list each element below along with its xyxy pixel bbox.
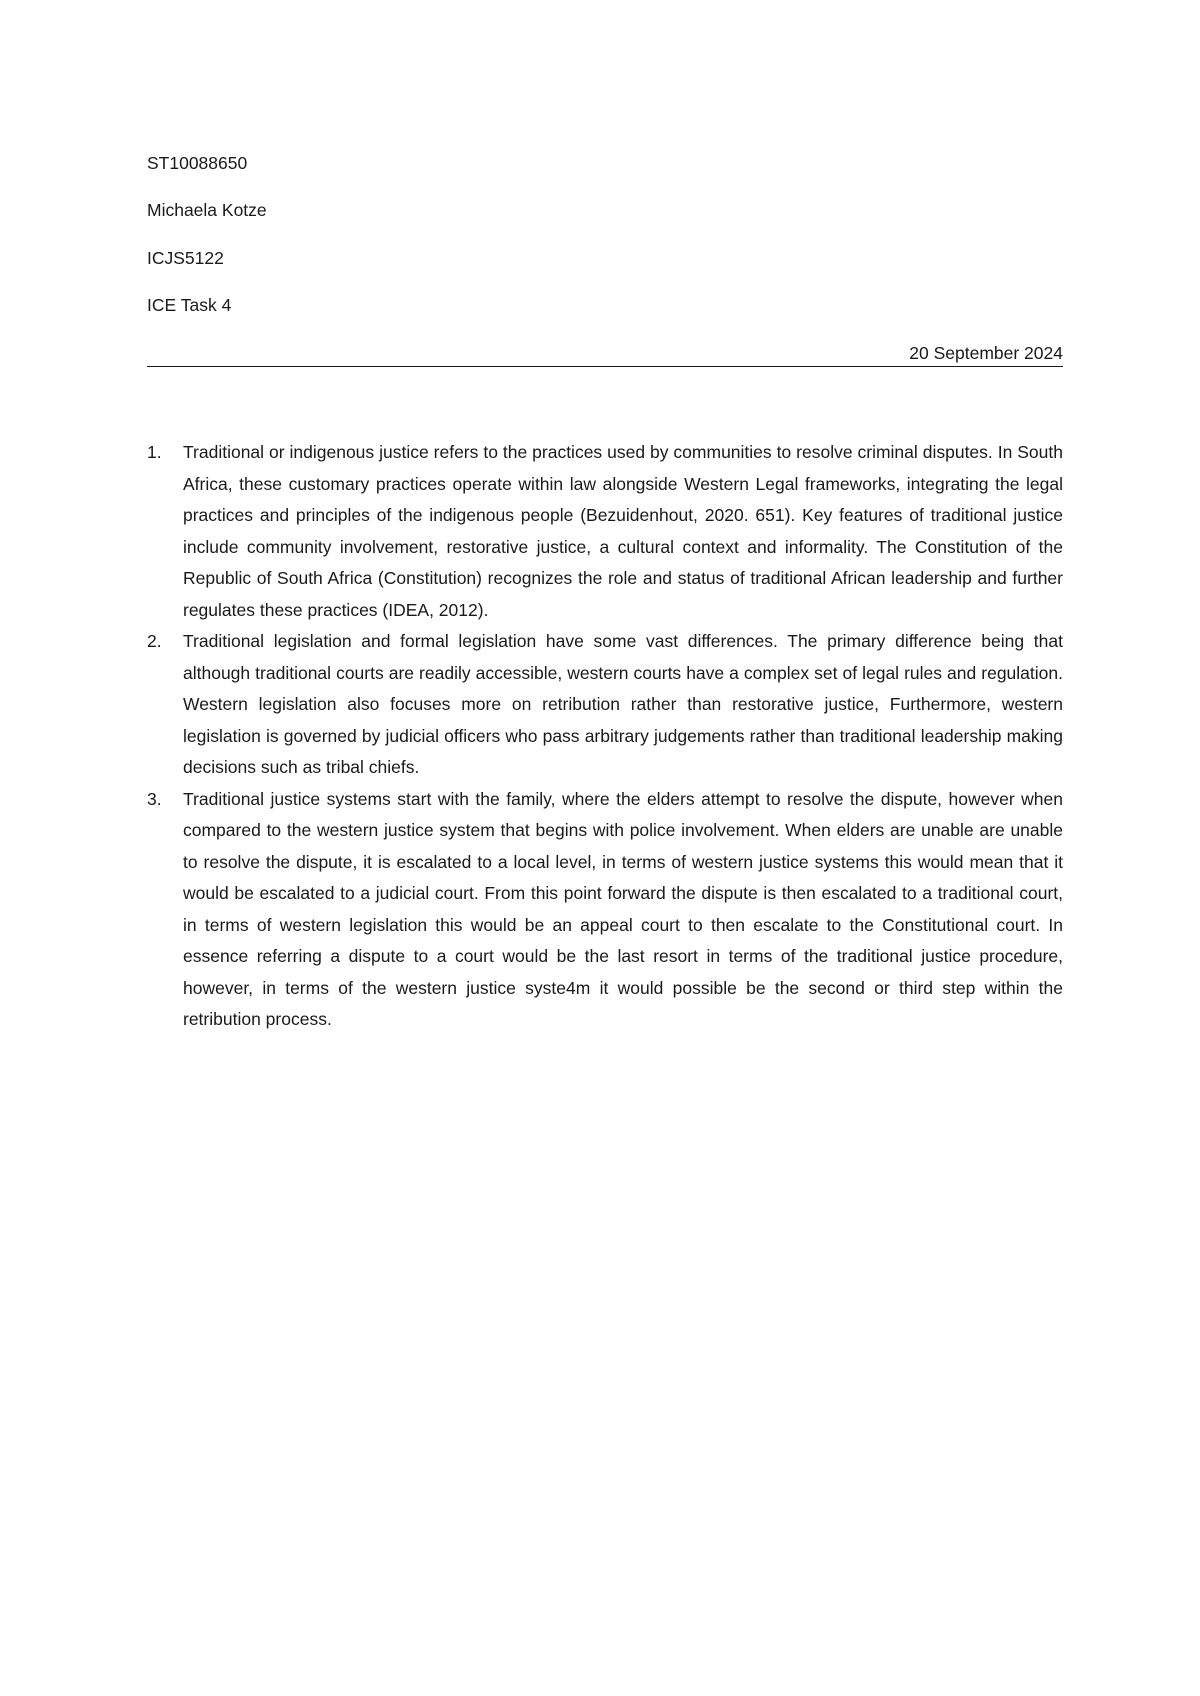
task-title: ICE Task 4 [147,295,232,315]
answer-number: 2. [147,631,162,651]
submission-date: 20 September 2024 [909,343,1063,363]
answer-text: Traditional legislation and formal legislation have some vast differences. The primary difference being that although traditional courts are readily accessible, western courts have a complex set of legal rules and regulation. Western legislation also focuses more on retribution rather than restorative justice, Furthermore, western legislation is governed by judicial officers who pass arbitrary judgements rather than traditional leadership making decisions such as tribal chiefs. [183,631,1063,777]
module-code: ICJS5122 [147,248,224,268]
student-name: Michaela Kotze [147,200,267,220]
answer-item-2 [147,626,1063,784]
answers-list [147,437,1063,1036]
header-divider [147,366,1063,367]
answer-text: Traditional or indigenous justice refers to the practices used by communities to resolve criminal disputes. In South Africa, these customary practices operate within law alongside Western Legal frameworks, integrating the legal practices and principles of the indigenous people (Bezuidenhout, 2020. 651). Key features of traditional justice include community involvement, restorative justice, a cultural context and informality. The Constitution of the Republic of South Africa (Constitution) recognizes the role and status of traditional African leadership and further regulates these practices (IDEA, 2012). [183,442,1063,620]
student-id: ST10088650 [147,153,248,173]
answer-item-3 [147,784,1063,1036]
answer-item-1 [147,437,1063,626]
answer-number: 3. [147,788,162,809]
answer-text: Traditional justice systems start with the family, where the elders attempt to resolve the dispute, however when compared to the western justice system that begins with police involvement. When elders are unable are unable to resolve the dispute, it is escalated to a local level, in terms of western justice systems this would mean that it would be escalated to a judicial court. From this point forward the dispute is then escalated to a traditional court, in terms of western legislation this would be an appeal court to then escalate to the Constitutional court. In essence referring a dispute to a court would be the last resort in terms of the traditional justice procedure, however, in terms of the western justice syste4m it would possible be the second or third step within the retribution process. [183,788,1063,1029]
answer-number: 1. [147,442,162,462]
